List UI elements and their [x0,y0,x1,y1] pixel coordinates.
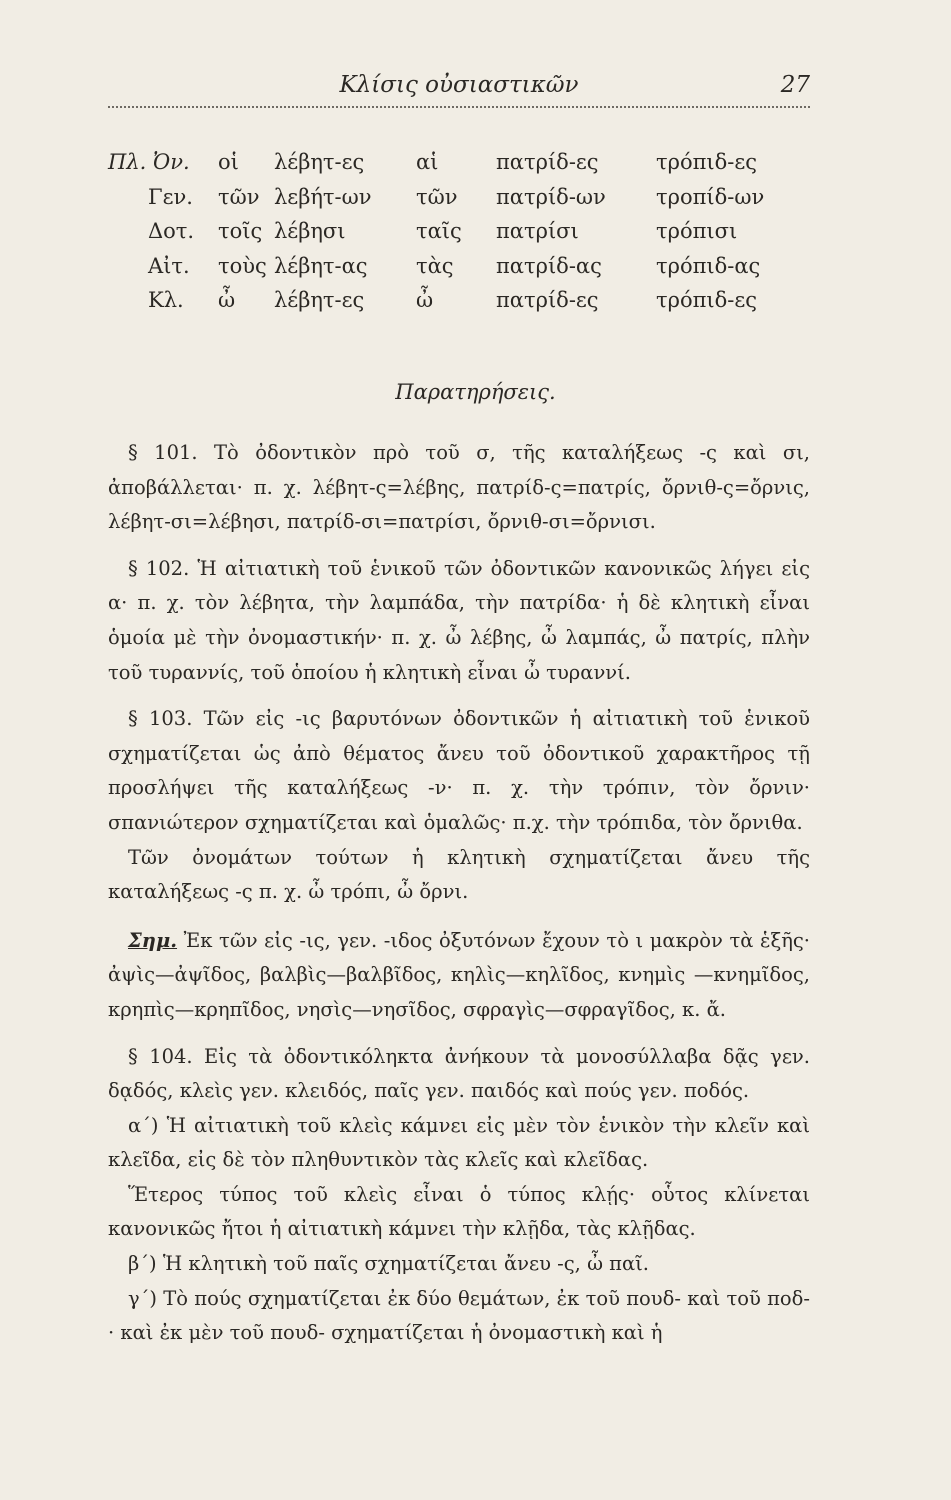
article-cell: οἱ [218,150,239,174]
paragraph-103: § 103. Τῶν εἰς -ις βαρυτόνων ὀδοντικῶν ἡ αἰτιατικὴ τοῦ ἑνικοῦ σχηματίζεται ὡς ἀπὸ θέματος ἄνευ τοῦ ὀδοντικοῦ χαρακτῆρος τῇ προσλήψει τῆς καταλήξεως -ν· π. χ. τὴν τρόπιν, τὸν ὄρνιν· σπανιώτερον σχηματίζεται καὶ ὁμαλῶς· π.χ. τὴν τρόπιδα, τὸν ὄρνιθα. [108,707,810,834]
article-cell: ὦ [218,288,236,312]
word-cell: πατρίδ-ας [496,253,602,278]
note-paragraph [108,924,810,1028]
article-cell: ταῖς [416,219,462,243]
case-label: Πλ. Ὀν. [108,150,190,174]
table-row [108,219,828,254]
article-cell: τοῖς [218,219,263,243]
word-cell: τρόπιδ-ες [656,150,758,174]
running-title: Κλίσις οὐσιαστικῶν [339,72,579,98]
word-cell: λεβήτ-ων [274,184,372,209]
case-label: Κλ. [148,288,184,312]
running-header [108,66,810,108]
paragraph-104: § 104. Εἰς τὰ ὀδοντικόληκτα ἀνήκουν τὰ μονοσύλλαβα δᾷς γεν. δᾳδός, κλεὶς γεν. κλειδός, παῖς γεν. παιδός καὶ πούς γεν. ποδός. [108,1044,810,1103]
article-cell: τοὺς [218,253,267,278]
table-row [108,254,828,289]
note-text: Ἐκ τῶν εἰς -ις, γεν. -ιδος ὀξυτόνων ἔχουν τὸ ι μακρὸν τὰ ἑξῆς· ἀψὶς—ἀψῖδος, βαλβὶς—βαλβῖδος, κηλὶς—κηλῖδος, κνημὶς —κνημῖδος, κρηπὶς—κρηπῖδος, νησὶς—νησῖδος, σφραγὶς—σφραγῖδος, κ. ἄ. [108,928,810,1021]
page-number: 27 [780,72,810,98]
article-cell: τῶν [218,184,260,209]
paragraph-103-cont: Τῶν ὀνομάτων τούτων ἡ κλητικὴ σχηματίζεται ἄνευ τῆς καταλήξεως -ς π. χ. ὦ τρόπι, ὦ ὄρνι. [108,845,810,904]
article-cell: τὰς [416,253,454,278]
word-cell: πατρίσι [496,219,579,243]
note-label: Σημ. [128,928,178,952]
word-cell: λέβητ-ες [274,150,365,174]
word-cell: πατρίδ-ων [496,184,606,209]
paragraph-104-a-cont: Ἕτερος τύπος τοῦ κλεὶς εἶναι ὁ τύπος κλῄς· οὗτος κλίνεται κανονικῶς ἤτοι ἡ αἰτιατικὴ κάμνει τὴν κλῇδα, τὰς κλῇδας. [108,1182,810,1241]
word-cell: τρόπιδ-ας [656,253,761,278]
paragraph-104-c: γ΄) Τὸ πούς σχηματίζεται ἐκ δύο θεμάτων, ἐκ τοῦ πουδ- καὶ τοῦ ποδ-· καὶ ἐκ μὲν τοῦ πουδ- σχηματίζεται ἡ ὀνομαστικὴ καὶ ἡ [108,1286,810,1345]
word-cell: πατρίδ-ες [496,150,599,174]
word-cell: τροπίδ-ων [656,184,765,209]
paragraph-102: § 102. Ἡ αἰτιατικὴ τοῦ ἑνικοῦ τῶν ὀδοντικῶν κανονικῶς λήγει εἰς α· π. χ. τὸν λέβητα, τὴν λαμπάδα, τὴν πατρίδα· ἡ δὲ κλητικὴ εἶναι ὁμοία μὲ τὴν ὀνομαστικήν· π. χ. ὦ λέβης, ὦ λαμπάς, ὦ πατρίς, πλὴν τοῦ τυραννίς, τοῦ ὁποίου ἡ κλητικὴ εἶναι ὦ τυραννί. [108,556,810,684]
word-cell: λέβησι [274,219,346,243]
word-cell: τρόπιδ-ες [656,288,758,312]
table-row [108,150,828,185]
word-cell: λέβητ-ας [274,253,368,278]
case-label: Δοτ. [148,219,195,243]
article-cell: ὦ [416,288,434,312]
paragraph-104-a: α΄) Ἡ αἰτιατικὴ τοῦ κλεὶς κάμνει εἰς μὲν τὸν ἑνικὸν τὴν κλεῖν καὶ κλεῖδα, εἰς δὲ τὸν πληθυντικὸν τὰς κλεῖς καὶ κλεῖδας. [108,1113,810,1172]
table-row [108,185,828,220]
case-label: Γεν. [148,184,193,209]
paragraph-101: § 101. Τὸ ὀδοντικὸν πρὸ τοῦ σ, τῆς καταλήξεως -ς καὶ σι, ἀποβάλλεται· π. χ. λέβητ-ς=λέβης, πατρίδ-ς=πατρίς, ὄρνιθ-ς=ὄρνις, λέβητ-σι=λέβησι, πατρίδ-σι=πατρίσι, ὄρνιθ-σι=ὄρνισι. [108,441,810,534]
word-cell: πατρίδ-ες [496,288,599,312]
body-text [108,436,810,1351]
article-cell: αἱ [416,150,439,174]
case-label: Αἰτ. [148,253,190,278]
section-heading: Παρατηρήσεις. [395,380,556,404]
article-cell: τῶν [416,184,458,209]
word-cell: λέβητ-ες [274,288,365,312]
paragraph-104-b: β΄) Ἡ κλητικὴ τοῦ παῖς σχηματίζεται ἄνευ -ς, ὦ παῖ. [128,1252,650,1276]
word-cell: τρόπισι [656,219,738,243]
table-row [108,288,828,323]
plural-declension-table [108,150,828,323]
